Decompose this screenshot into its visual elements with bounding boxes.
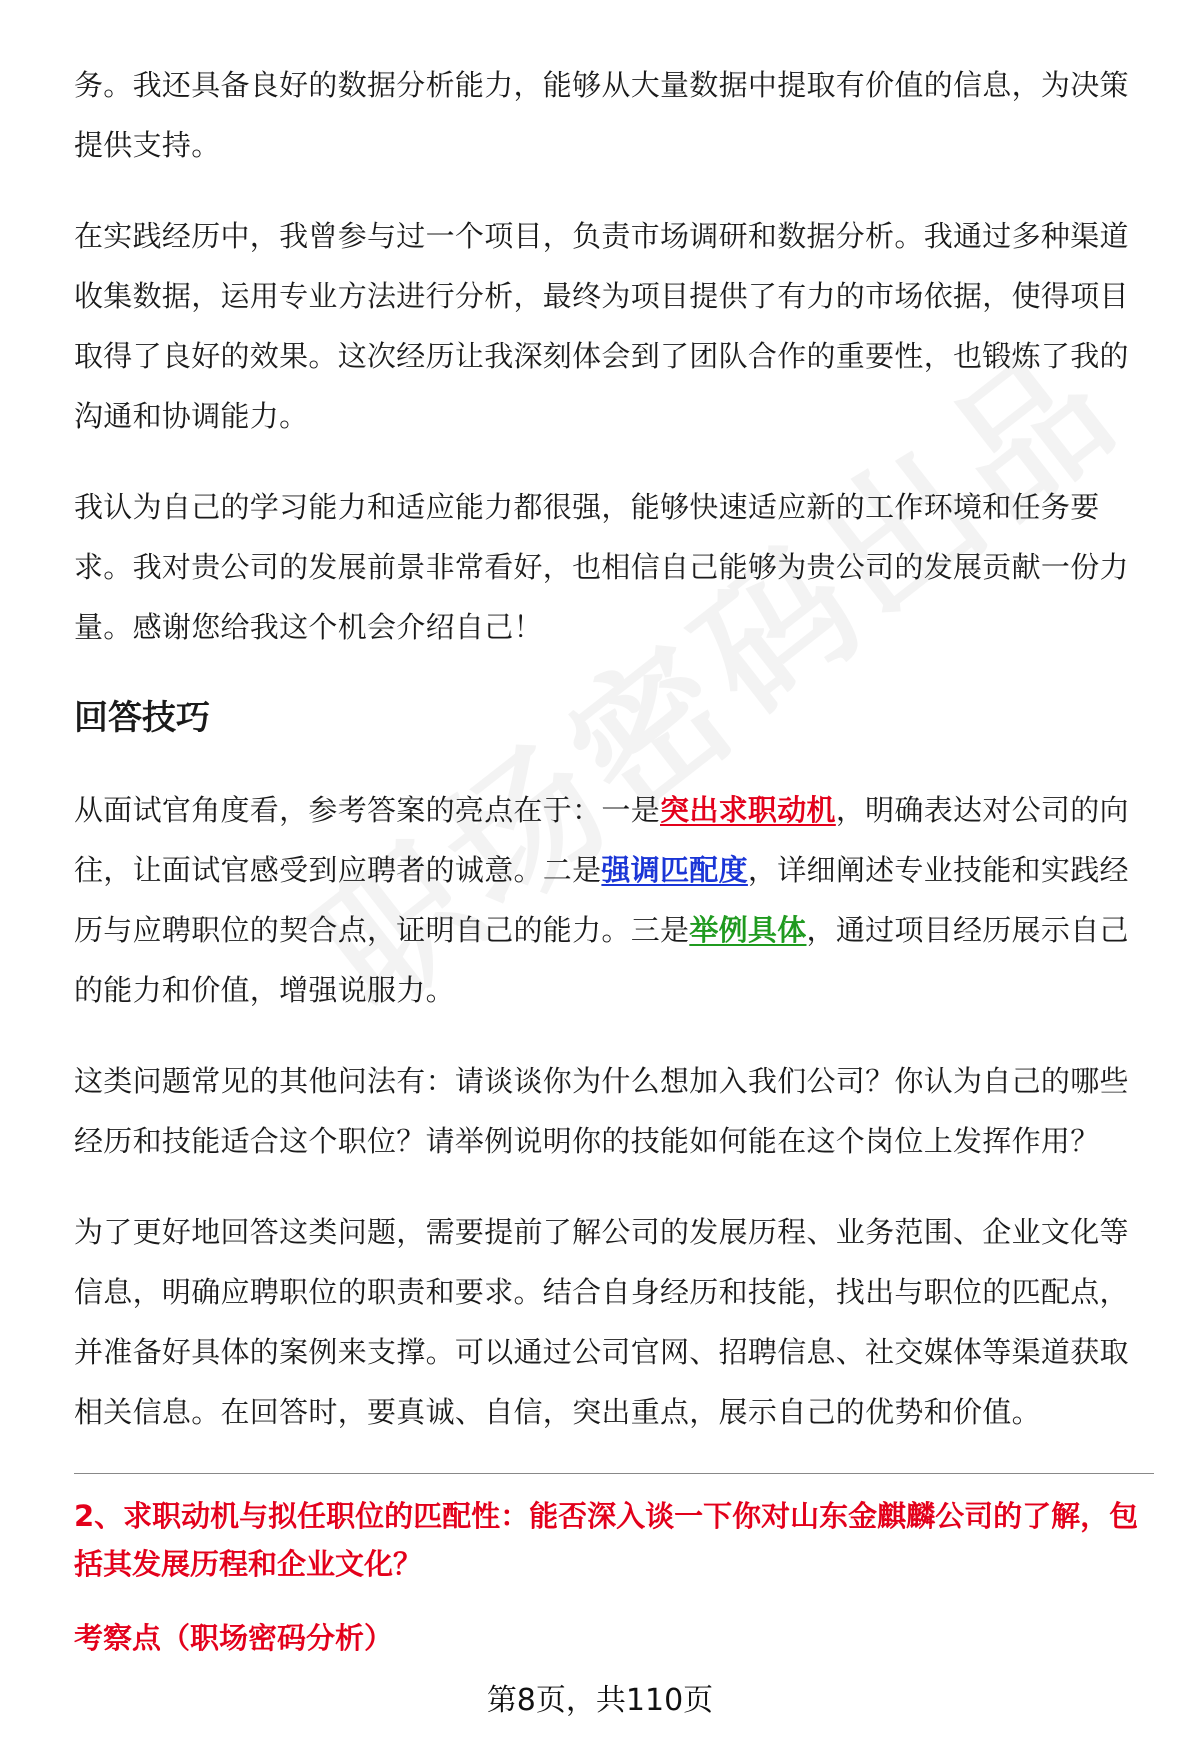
answer-paragraph-2: 在实践经历中，我曾参与过一个项目，负责市场调研和数据分析。我通过多种渠道收集数据，运用专业方法进行分析，最终为项目提供了有力的市场依据，使得项目取得了良好的效果。这次经历让我深刻体会到了团队合作的重要性，也锻炼了我的沟通和协调能力。 (74, 219, 1129, 433)
tips-text-4: ，通过项目经历展示自己的能力和价值，增强说服力。 (74, 913, 1129, 1007)
tips-heading: 回答技巧 (74, 698, 210, 738)
highlight-example: 举例具体 (689, 913, 807, 947)
tips-text-3: ，详细阐述专业技能和实践经历与应聘职位的契合点，证明自己的能力。三是 (74, 853, 1129, 947)
question-2-subtitle: 考察点（职场密码分析） (74, 1621, 394, 1655)
answer-paragraph-3: 我认为自己的学习能力和适应能力都很强，能够快速适应新的工作环境和任务要求。我对贵公司的发展前景非常看好，也相信自己能够为贵公司的发展贡献一份力量。感谢您给我这个机会介绍自己！ (74, 490, 1129, 644)
section-divider (74, 1473, 1154, 1474)
tips-text-1: 从面试官角度看，参考答案的亮点在于：一是 (74, 793, 661, 827)
question-2-title: 2、求职动机与拟任职位的匹配性：能否深入谈一下你对山东金麒麟公司的了解，包括其发展历程和企业文化？ (74, 1499, 1139, 1581)
content-body (74, 55, 1154, 1658)
answer-paragraph-1: 务。我还具备良好的数据分析能力，能够从大量数据中提取有价值的信息，为决策提供支持。 (74, 68, 1129, 162)
advice-paragraph: 为了更好地回答这类问题，需要提前了解公司的发展历程、业务范围、企业文化等信息，明确应聘职位的职责和要求。结合自身经历和技能，找出与职位的匹配点，并准备好具体的案例来支撑。可以通过公司官网、招聘信息、社交媒体等渠道获取相关信息。在回答时，要真诚、自信，突出重点，展示自己的优势和价值。 (74, 1215, 1129, 1429)
page-footer: 第8页，共110页 (486, 1683, 714, 1718)
other-questions-paragraph: 这类问题常见的其他问法有：请谈谈你为什么想加入我们公司？你认为自己的哪些经历和技能适合这个职位？请举例说明你的技能如何能在这个岗位上发挥作用？ (74, 1064, 1129, 1158)
tips-text-2: ，明确表达对公司的向往，让面试官感受到应聘者的诚意。二是 (74, 793, 1129, 887)
highlight-match: 强调匹配度 (601, 853, 748, 887)
highlight-motivation: 突出求职动机 (660, 793, 836, 827)
tips-paragraph (74, 780, 1154, 1020)
